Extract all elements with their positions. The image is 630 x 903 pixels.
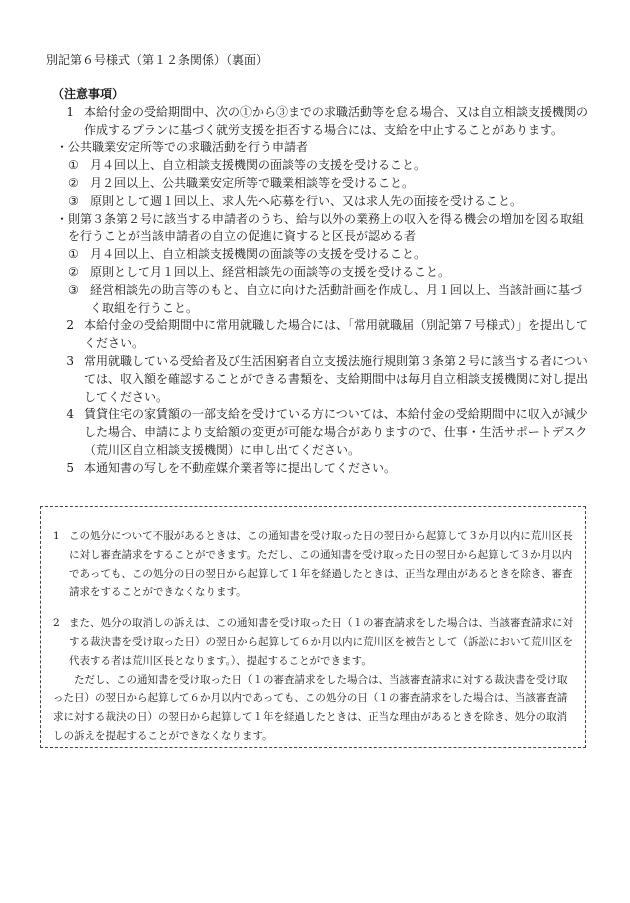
group-title: 則第３条第２号に該当する申請者のうち、給与以外の業務上の収入を得る機会の増加を図る取組を行うことが当該申請者の自立の促進に資すると区長が認める者 xyxy=(68,211,585,244)
group-title: 公共職業安定所等での求職活動を行う申請者 xyxy=(68,140,309,155)
circled-number: ① xyxy=(68,158,79,173)
list-item xyxy=(68,175,588,193)
note-number: 2 xyxy=(66,318,74,333)
paragraph-number: 2 xyxy=(53,617,60,630)
bullet-mark: ・ xyxy=(56,140,69,155)
appeal-paragraph-1 xyxy=(53,527,573,602)
appeal-paragraph-2-continued: ただし、この通知書を受け取った日（１の審査請求をした場合は、当該審査請求に対する裁決書を受け取った日）の翌日から起算して６か月以内であっても、この処分の日（１の審査請求をした場合は、当該審査請求に対する裁決の日）の翌日から起算して１年を経過したときは、正当な理由があるときを除き、処分の取消しの訴えを提起することができなくなります。 xyxy=(53,673,568,742)
circled-number: ③ xyxy=(68,282,79,297)
list-item xyxy=(68,246,588,264)
list-item-text: 月４回以上、自立相談支援機関の面談等の支援を受けること。 xyxy=(90,247,427,262)
list-item-text: 原則として月１回以上、経営相談先の面談等の支援を受けること。 xyxy=(90,264,451,279)
appeal-paragraph-2 xyxy=(53,614,573,670)
note-text: 本給付金の受給期間中に常用就職した場合には、「常用就職届（別記第７号様式）」を提出してください。 xyxy=(84,318,589,351)
appeal-notice-box xyxy=(40,506,586,748)
note-item-1 xyxy=(48,104,588,140)
form-title: 別記第６号様式（第１２条関係）（裏面） xyxy=(46,53,269,67)
note-number: 3 xyxy=(66,353,74,368)
list-item xyxy=(68,282,588,318)
circled-number: ① xyxy=(68,247,79,262)
bullet-mark: ・ xyxy=(56,211,69,226)
list-item xyxy=(68,264,588,282)
circled-number: ③ xyxy=(68,193,79,208)
list-item-text: 月２回以上、公共職業安定所等で職業相談等を受けること。 xyxy=(90,175,415,190)
circled-number: ② xyxy=(68,264,79,279)
note-text: 本給付金の受給期間中、次の①から③までの求職活動等を怠る場合、又は自立相談支援機関の作成するプランに基づく就労支援を拒否する場合には、支給を中止することがあります。 xyxy=(84,104,589,137)
note-item-4 xyxy=(48,406,588,459)
list-item-text: 月４回以上、自立相談支援機関の面談等の支援を受けること。 xyxy=(90,158,427,173)
note-group-business-income xyxy=(56,211,588,247)
list-item xyxy=(68,157,588,175)
note-number: 5 xyxy=(66,460,74,475)
list-item xyxy=(68,193,588,211)
note-group-job-seeking xyxy=(56,139,588,157)
list-item-text: 原則として週１回以上、求人先へ応募を行い、又は求人先の面接を受けること。 xyxy=(90,193,523,208)
notes-heading: （注意事項） xyxy=(52,87,125,101)
note-text: 常用就職している受給者及び生活困窮者自立支援法施行規則第３条第２号に該当する者については、収入額を確認することができる書類を、支給期間中は毎月自立相談支援機関に対し提出してください。 xyxy=(84,353,589,404)
note-item-3 xyxy=(48,353,588,406)
notes-section xyxy=(48,86,588,478)
note-number: 1 xyxy=(66,104,74,119)
paragraph-text: この処分について不服があるときは、この通知書を受け取った日の翌日から起算して３か月以内に荒川区長に対し審査請求をすることができます。ただし、この通知書を受け取った日の翌日から起算して３か月以内であっても、この処分の日の翌日から起算して１年を経過したときは、正当な理由があるときを除き、審査請求をすることができなくなります。 xyxy=(69,530,573,599)
paragraph-number: 1 xyxy=(53,530,60,542)
note-text: 本通知書の写しを不動産媒介業者等に提出してください。 xyxy=(84,460,397,475)
note-text: 賃貸住宅の家賃額の一部支給を受けている方については、本給付金の受給期間中に収入が減少した場合、申請により支給額の変更が可能な場合がありますので、仕事・生活サポートデスク（荒川区自立相談支援機関）に申し出てください。 xyxy=(84,407,588,457)
circled-number: ② xyxy=(68,175,79,190)
note-item-2 xyxy=(48,317,588,353)
list-item-text: 経営相談先の助言等のもと、自立に向けた活動計画を作成し、月１回以上、当該計画に基づく取組を行うこと。 xyxy=(90,282,583,315)
note-number: 4 xyxy=(66,407,74,422)
paragraph-text: また、処分の取消しの訴えは、この通知書を受け取った日（１の審査請求をした場合は、当該審査請求に対する裁決書を受け取った日）の翌日から起算して６か月以内に荒川区を被告として（訴訟において荒川区を代表する者は荒川区長となります。）、提起することができます。 xyxy=(69,617,573,667)
note-item-5 xyxy=(48,460,588,478)
